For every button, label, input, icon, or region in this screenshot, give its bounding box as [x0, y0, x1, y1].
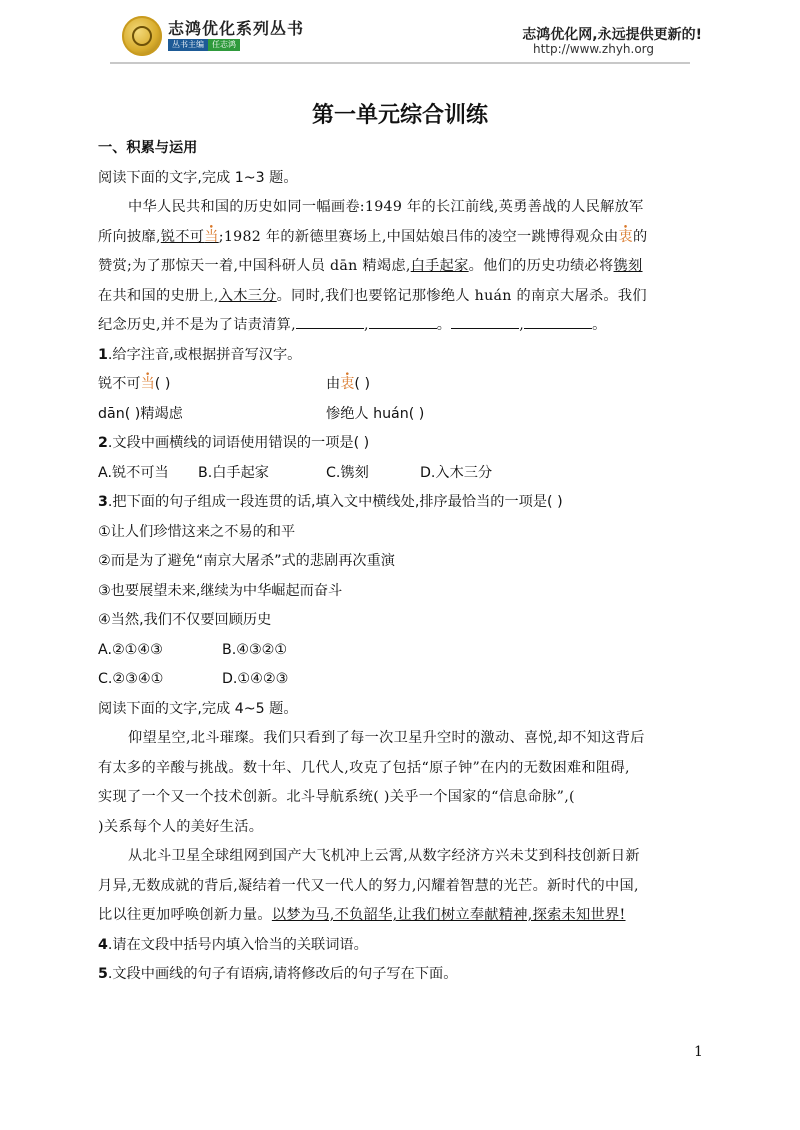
- worksheet-body: [98, 134, 702, 990]
- option-c[interactable]: C.镌刻: [326, 464, 369, 481]
- sentence-item: ①让人们珍惜这来之不易的和平: [98, 523, 296, 540]
- question-number: 5: [98, 966, 108, 982]
- passage-1-line: [98, 252, 702, 282]
- passage-2-line: )关系每个人的美好生活。: [98, 818, 264, 835]
- text-span: 在共和国的史册上,: [98, 287, 219, 304]
- q1-item-a: [98, 370, 326, 400]
- passage-1-line: [98, 311, 702, 341]
- site-url[interactable]: http://www.zhyh.org: [533, 42, 655, 56]
- question-5: [98, 960, 702, 990]
- question-1: [98, 341, 702, 371]
- passage-1-line: [98, 193, 702, 223]
- passage-1-line: [98, 282, 702, 312]
- answer-blank[interactable]: [524, 314, 592, 329]
- underlined-sentence: 以梦为马,不负韶华,让我们树立奉献精神,探索未知世界!: [271, 907, 626, 923]
- sentence-item: ④当然,我们不仅要回顾历史: [98, 612, 272, 628]
- option-b[interactable]: B.④③②①: [222, 641, 288, 658]
- underlined-phrase: 入木三分: [218, 287, 277, 304]
- passage-1-line: [98, 223, 702, 253]
- question-text: .把下面的句子组成一段连贯的话,填入文中横线处,排序最恰当的一项是( ): [107, 494, 563, 510]
- answer-paren[interactable]: ( ): [354, 376, 370, 392]
- text-span: 赞赏;为了那惊天一着,中国科研人员 dān 精竭虑,: [98, 258, 411, 274]
- option-d[interactable]: D.①④②③: [222, 671, 289, 687]
- page-header: [0, 0, 800, 80]
- passage-2-line: 月异,无数成就的背后,凝结着一代又一代人的努力,闪耀着智慧的光芒。新时代的中国,: [98, 877, 639, 894]
- question-2: [98, 429, 702, 459]
- passage-2-line: [98, 901, 702, 931]
- sentence-item: ②而是为了避免“南京大屠杀”式的悲剧再次重演: [98, 553, 395, 569]
- text-span: 中华人民共和国的历史如同一幅画卷:1949 年的长江前线,英勇善战的人民解放军: [128, 199, 644, 215]
- question-4: [98, 931, 702, 961]
- text-span: ,: [363, 317, 369, 333]
- header-divider: [110, 62, 690, 64]
- question-text: .请在文段中括号内填入恰当的关联词语。: [107, 936, 368, 953]
- passage-2: [98, 724, 702, 931]
- text-span: ,: [519, 317, 525, 333]
- editor-name: 任志鸿: [208, 39, 240, 51]
- question-text: .给字注音,或根据拼音写汉字。: [107, 346, 302, 363]
- option-c[interactable]: C.②③④①: [98, 671, 164, 687]
- answer-blank[interactable]: [451, 314, 519, 329]
- question-text: .文段中画线的句子有语病,请将修改后的句子写在下面。: [107, 966, 458, 982]
- q1-item-c[interactable]: dān( )精竭虑: [98, 405, 183, 422]
- question-number: 3: [98, 494, 108, 510]
- option-b[interactable]: B.白手起家: [198, 464, 269, 481]
- q1-item-d[interactable]: 惨绝人 huán( ): [326, 405, 425, 422]
- dotted-char: 当: [204, 228, 219, 245]
- option-d[interactable]: D.入木三分: [420, 464, 493, 481]
- dotted-char: 衷: [618, 228, 633, 245]
- question-3-options: [98, 636, 702, 666]
- editor-label: 丛书主编: [168, 39, 208, 51]
- text-span: 锐不可: [160, 228, 205, 245]
- question-number: 1: [98, 346, 108, 363]
- dotted-char: 衷: [340, 376, 355, 392]
- text-span: 由: [326, 376, 341, 392]
- underlined-phrase: [161, 229, 219, 245]
- question-number: 2: [98, 435, 108, 451]
- instruction-1: 阅读下面的文字,完成 1~3 题。: [98, 169, 298, 186]
- answer-blank[interactable]: [369, 314, 437, 329]
- question-3-options: [98, 665, 702, 695]
- passage-1: [98, 193, 702, 341]
- passage-2-line: 有太多的辛酸与挑战。数十年、几代人,攻克了包括“原子钟”在内的无数困难和阻碍,: [98, 759, 630, 776]
- section-heading: 一、积累与运用: [98, 140, 198, 156]
- q1-item-b: [326, 370, 370, 400]
- underlined-phrase: 镌刻: [613, 258, 643, 274]
- question-text: .文段中画横线的词语使用错误的一项是( ): [107, 435, 370, 451]
- text-span: 纪念历史,并不是为了诘责清算,: [98, 317, 296, 333]
- passage-2-line: 从北斗卫星全球组网到国产大飞机冲上云霄,从数字经济方兴未艾到科技创新日新: [128, 848, 640, 864]
- page-title: 第一单元综合训练: [311, 103, 488, 128]
- sentence-item: ③也要展望未来,继续为中华崛起而奋斗: [98, 582, 343, 599]
- underlined-phrase: 白手起家: [410, 258, 469, 274]
- question-1-row: [98, 370, 702, 400]
- passage-2-line: 实现了一个又一个技术创新。北斗导航系统( )关乎一个国家的“信息命脉”,(: [98, 789, 575, 805]
- text-span: 的: [632, 228, 648, 245]
- text-span: 所向披靡,: [98, 228, 161, 245]
- passage-2-line: 仰望星空,北斗璀璨。我们只看到了每一次卫星升空时的激动、喜悦,却不知这背后: [128, 730, 645, 746]
- text-span: 。他们的历史功绩必将: [468, 258, 614, 274]
- text-span: 锐不可: [98, 376, 141, 392]
- option-a[interactable]: A.②①④③: [98, 641, 163, 658]
- answer-blank[interactable]: [296, 314, 364, 329]
- publisher-logo: [122, 16, 162, 56]
- question-3: [98, 488, 702, 518]
- text-span: 。: [592, 317, 607, 333]
- text-span: 。同时,我们也要铭记那惨绝人 huán 的南京大屠杀。我们: [276, 287, 647, 304]
- dotted-char: 当: [140, 376, 155, 392]
- question-2-options: [98, 459, 702, 489]
- text-span: 。: [436, 317, 452, 333]
- site-slogan: 志鸿优化网,永远提供更新的!: [522, 27, 702, 43]
- option-a[interactable]: A.锐不可当: [98, 464, 169, 481]
- text-span: ;1982 年的新德里赛场上,中国姑娘吕伟的凌空一跳博得观众由: [218, 228, 619, 245]
- series-name: 志鸿优化系列丛书: [168, 19, 305, 38]
- answer-paren[interactable]: ( ): [154, 376, 171, 392]
- question-1-row: [98, 400, 702, 430]
- page-number: 1: [694, 1044, 703, 1060]
- text-span: 比以往更加呼唤创新力量。: [98, 907, 272, 923]
- question-number: 4: [98, 936, 108, 953]
- instruction-2: 阅读下面的文字,完成 4~5 题。: [98, 700, 298, 717]
